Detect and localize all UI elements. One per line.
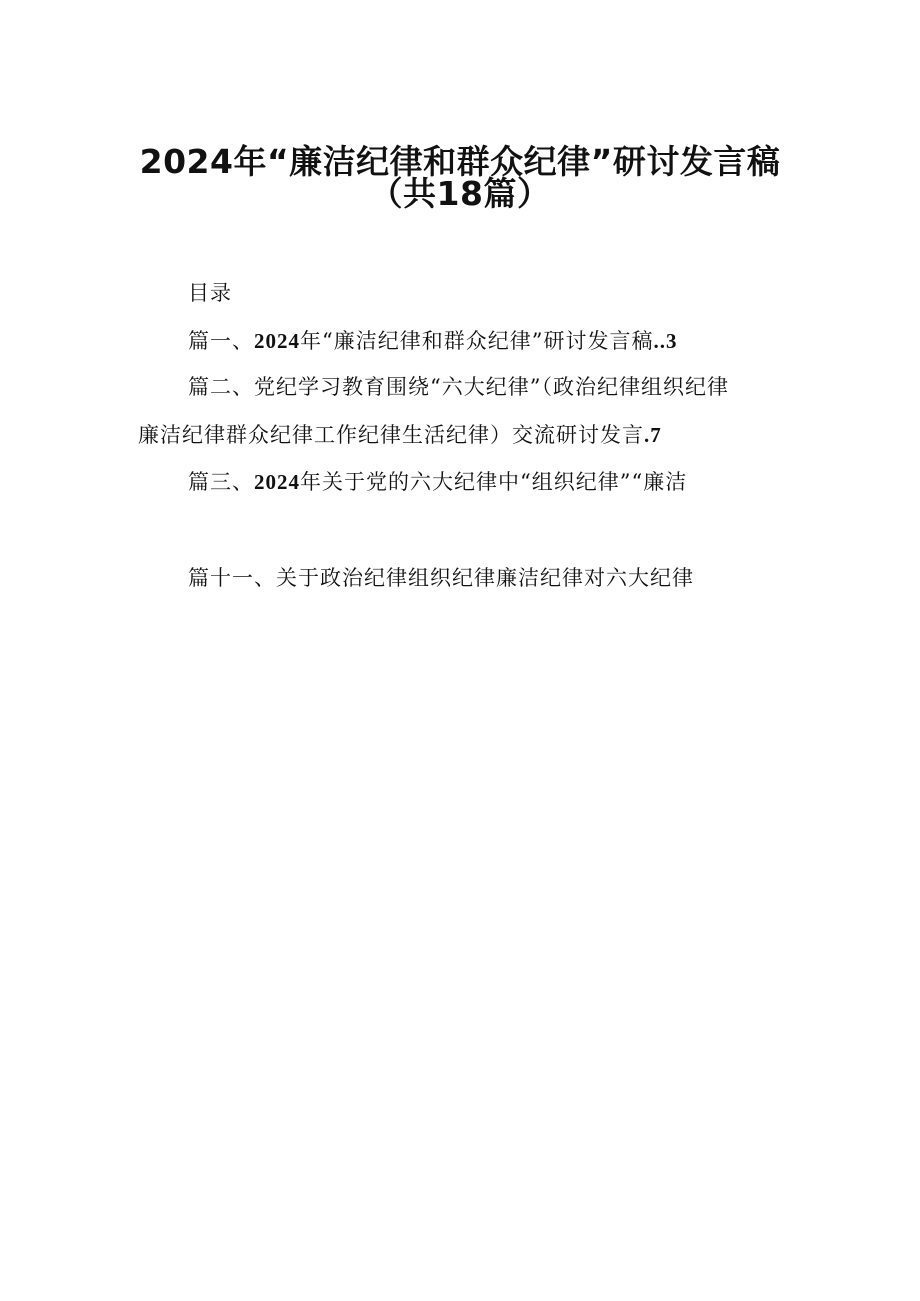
toc-entry-page: 3 [665,329,678,353]
toc-entry-dots: .. [653,329,666,353]
toc-entry-11[interactable] [188,563,694,593]
toc-heading: 目录 [188,281,232,305]
toc-entry-text: 年“廉洁纪律和群众纪律”研讨发言稿 [300,329,654,353]
toc-entry-text: 廉洁纪律群众纪律工作纪律生活纪律）交流研讨发言 [138,423,644,447]
toc-entry-2[interactable] [188,372,729,402]
toc-entry-prefix: 篇三、 [188,470,254,494]
toc-entry-page: 7 [650,423,662,447]
document-title: 2024年“廉洁纪律和群众纪律”研讨发言稿 [139,142,781,181]
toc-entry-text: 篇十一、关于政治纪律组织纪律廉洁纪律对六大纪律 [188,566,694,590]
document-subtitle: （共18篇） [369,174,551,213]
toc-entry-1[interactable] [188,326,677,356]
toc-entry-2-continued[interactable] [138,420,662,450]
toc-entry-prefix: 篇一、 [188,329,254,353]
toc-entry-year: 2024 [254,329,300,353]
toc-entry-year: 2024 [254,470,300,494]
toc-entry-dots: . [644,423,651,447]
toc-entry-text: 篇二、党纪学习教育围绕“六大纪律”（政治纪律组织纪律 [188,375,729,399]
toc-entry-text: 年关于党的六大纪律中“组织纪律”“廉洁 [300,470,688,494]
toc-entry-3[interactable] [188,467,687,497]
